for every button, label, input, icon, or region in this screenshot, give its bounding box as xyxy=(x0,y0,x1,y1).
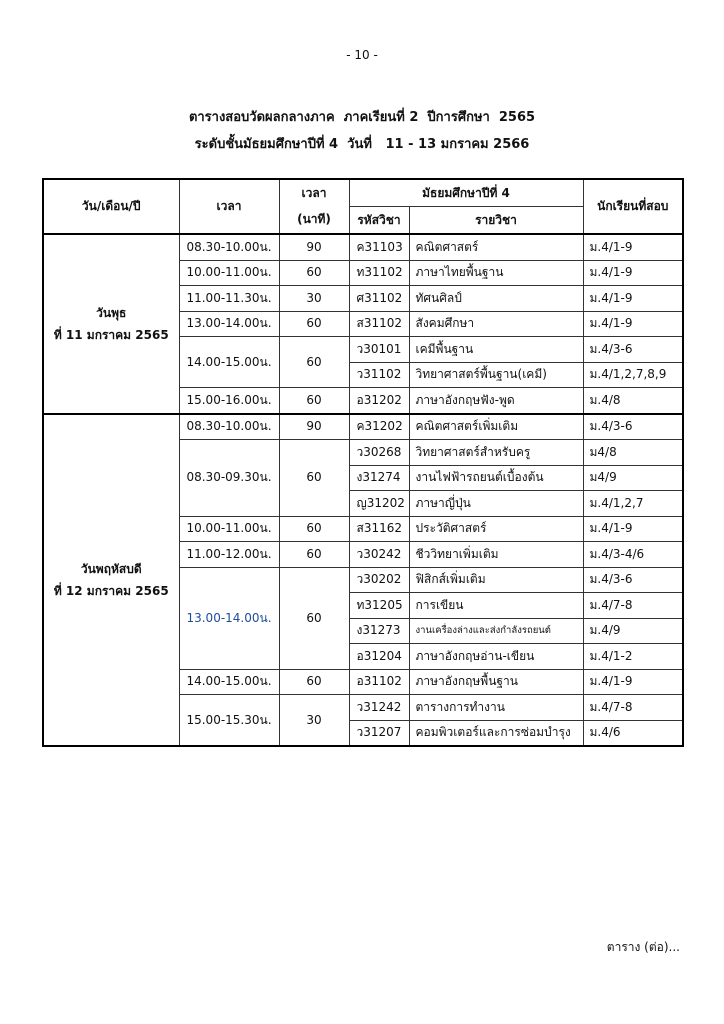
time-cell: 14.00-15.00น. xyxy=(179,669,279,695)
subject-cell: ทัศนศิลป์ xyxy=(409,286,583,312)
title-line-2: ระดับชั้นมัธยมศึกษาปีที่ 4 วันที่ 11 - 13 มกราคม 2566 xyxy=(194,137,530,152)
subject-cell: วิทยาศาสตร์พื้นฐาน(เคมี) xyxy=(409,362,583,388)
minutes-cell: 60 xyxy=(279,311,349,337)
time-cell: 14.00-15.00น. xyxy=(179,337,279,388)
code-cell: ค31103 xyxy=(349,234,409,260)
students-cell: ม.4/3-6 xyxy=(583,337,683,363)
code-cell: ว31207 xyxy=(349,720,409,746)
students-cell: ม.4/1-9 xyxy=(583,260,683,286)
subject-cell: ภาษาอังกฤษอ่าน-เขียน xyxy=(409,644,583,670)
minutes-cell: 90 xyxy=(279,414,349,440)
time-cell: 08.30-09.30น. xyxy=(179,440,279,517)
subject-cell: คณิตศาสตร์เพิ่มเติม xyxy=(409,414,583,440)
page-number: - 10 - xyxy=(346,48,378,62)
code-cell: ง31273 xyxy=(349,618,409,644)
students-cell: ม.4/9 xyxy=(583,618,683,644)
minutes-cell: 60 xyxy=(279,337,349,388)
code-cell: ว30268 xyxy=(349,440,409,466)
minutes-cell: 30 xyxy=(279,695,349,747)
day-name: วันพุธ xyxy=(96,305,127,320)
subject-cell: ภาษาญี่ปุ่น xyxy=(409,491,583,517)
students-cell: ม.4/6 xyxy=(583,720,683,746)
header-duration-bottom: (นาที) xyxy=(279,207,349,235)
time-cell: 11.00-12.00น. xyxy=(179,542,279,568)
students-cell: ม.4/1-9 xyxy=(583,669,683,695)
minutes-cell: 90 xyxy=(279,234,349,260)
time-cell: 15.00-16.00น. xyxy=(179,388,279,414)
header-code: รหัสวิชา xyxy=(349,207,409,235)
students-cell: ม.4/1,2,7 xyxy=(583,491,683,517)
code-cell: ว30242 xyxy=(349,542,409,568)
subject-cell: เคมีพื้นฐาน xyxy=(409,337,583,363)
subject-cell: คอมพิวเตอร์และการซ่อมบำรุง xyxy=(409,720,583,746)
subject-cell: คณิตศาสตร์ xyxy=(409,234,583,260)
code-cell: ว31102 xyxy=(349,362,409,388)
subject-cell: งานไฟฟ้ารถยนต์เบื้องต้น xyxy=(409,465,583,491)
students-cell: ม.4/7-8 xyxy=(583,695,683,721)
table-row xyxy=(43,234,683,260)
subject-cell: ภาษาไทยพื้นฐาน xyxy=(409,260,583,286)
time-cell: 15.00-15.30น. xyxy=(179,695,279,747)
minutes-cell: 60 xyxy=(279,388,349,414)
header-level: มัธยมศึกษาปีที่ 4 xyxy=(349,179,583,207)
minutes-cell: 60 xyxy=(279,567,349,669)
day-date: ที่ 11 มกราคม 2565 xyxy=(53,327,169,342)
subject-cell: ภาษาอังกฤษฟัง-พูด xyxy=(409,388,583,414)
students-cell: ม.4/1-9 xyxy=(583,311,683,337)
subject-cell: งานเครื่องล่างและส่งกำลังรถยนต์ xyxy=(409,618,583,644)
students-cell: ม.4/3-4/6 xyxy=(583,542,683,568)
students-cell: ม4/8 xyxy=(583,440,683,466)
time-cell: 08.30-10.00น. xyxy=(179,414,279,440)
minutes-cell: 60 xyxy=(279,440,349,517)
time-cell: 13.00-14.00น. xyxy=(179,567,279,669)
subject-cell: สังคมศึกษา xyxy=(409,311,583,337)
students-cell: ม.4/8 xyxy=(583,388,683,414)
subject-cell: การเขียน xyxy=(409,593,583,619)
time-cell: 11.00-11.30น. xyxy=(179,286,279,312)
code-cell: ว30101 xyxy=(349,337,409,363)
time-cell: 08.30-10.00น. xyxy=(179,234,279,260)
students-cell: ม.4/7-8 xyxy=(583,593,683,619)
students-cell: ม.4/3-6 xyxy=(583,414,683,440)
subject-cell: ฟิสิกส์เพิ่มเติม xyxy=(409,567,583,593)
code-cell: อ31204 xyxy=(349,644,409,670)
code-cell: ส31102 xyxy=(349,311,409,337)
time-cell: 10.00-11.00น. xyxy=(179,260,279,286)
students-cell: ม4/9 xyxy=(583,465,683,491)
header-students: นักเรียนที่สอบ xyxy=(583,179,683,234)
code-cell: ศ31102 xyxy=(349,286,409,312)
minutes-cell: 60 xyxy=(279,516,349,542)
subject-cell: ตารางการทำงาน xyxy=(409,695,583,721)
code-cell: ท31102 xyxy=(349,260,409,286)
minutes-cell: 30 xyxy=(279,286,349,312)
day-cell-wednesday xyxy=(43,234,179,414)
document-titles xyxy=(0,104,724,158)
day-date: ที่ 12 มกราคม 2565 xyxy=(53,583,169,598)
header-time: เวลา xyxy=(179,179,279,234)
code-cell: ว31242 xyxy=(349,695,409,721)
subject-cell: ชีววิทยาเพิ่มเติม xyxy=(409,542,583,568)
code-cell: ค31202 xyxy=(349,414,409,440)
header-subject: รายวิชา xyxy=(409,207,583,235)
title-line-1: ตารางสอบวัดผลกลางภาค ภาคเรียนที่ 2 ปีการศึกษา 2565 xyxy=(188,110,536,125)
code-cell: ส31162 xyxy=(349,516,409,542)
minutes-cell: 60 xyxy=(279,669,349,695)
students-cell: ม.4/3-6 xyxy=(583,567,683,593)
table-row xyxy=(43,414,683,440)
code-cell: อ31102 xyxy=(349,669,409,695)
code-cell: ว30202 xyxy=(349,567,409,593)
students-cell: ม.4/1-9 xyxy=(583,234,683,260)
day-cell-thursday xyxy=(43,414,179,747)
header-duration-top: เวลา xyxy=(279,179,349,207)
subject-cell: ภาษาอังกฤษพื้นฐาน xyxy=(409,669,583,695)
code-cell: อ31202 xyxy=(349,388,409,414)
header-day: วัน/เดือน/ปี xyxy=(43,179,179,234)
day-name: วันพฤหัสบดี xyxy=(80,561,142,576)
exam-schedule-table xyxy=(42,178,684,747)
minutes-cell: 60 xyxy=(279,542,349,568)
time-cell: 13.00-14.00น. xyxy=(179,311,279,337)
students-cell: ม.4/1-9 xyxy=(583,516,683,542)
students-cell: ม.4/1-2 xyxy=(583,644,683,670)
time-cell: 10.00-11.00น. xyxy=(179,516,279,542)
students-cell: ม.4/1,2,7,8,9 xyxy=(583,362,683,388)
code-cell: ง31274 xyxy=(349,465,409,491)
code-cell: ญ31202 xyxy=(349,491,409,517)
table-header-row xyxy=(43,179,683,207)
minutes-cell: 60 xyxy=(279,260,349,286)
code-cell: ท31205 xyxy=(349,593,409,619)
subject-cell: ประวัติศาสตร์ xyxy=(409,516,583,542)
continued-note: ตาราง (ต่อ)... xyxy=(606,940,680,954)
students-cell: ม.4/1-9 xyxy=(583,286,683,312)
subject-cell: วิทยาศาสตร์สำหรับครู xyxy=(409,440,583,466)
